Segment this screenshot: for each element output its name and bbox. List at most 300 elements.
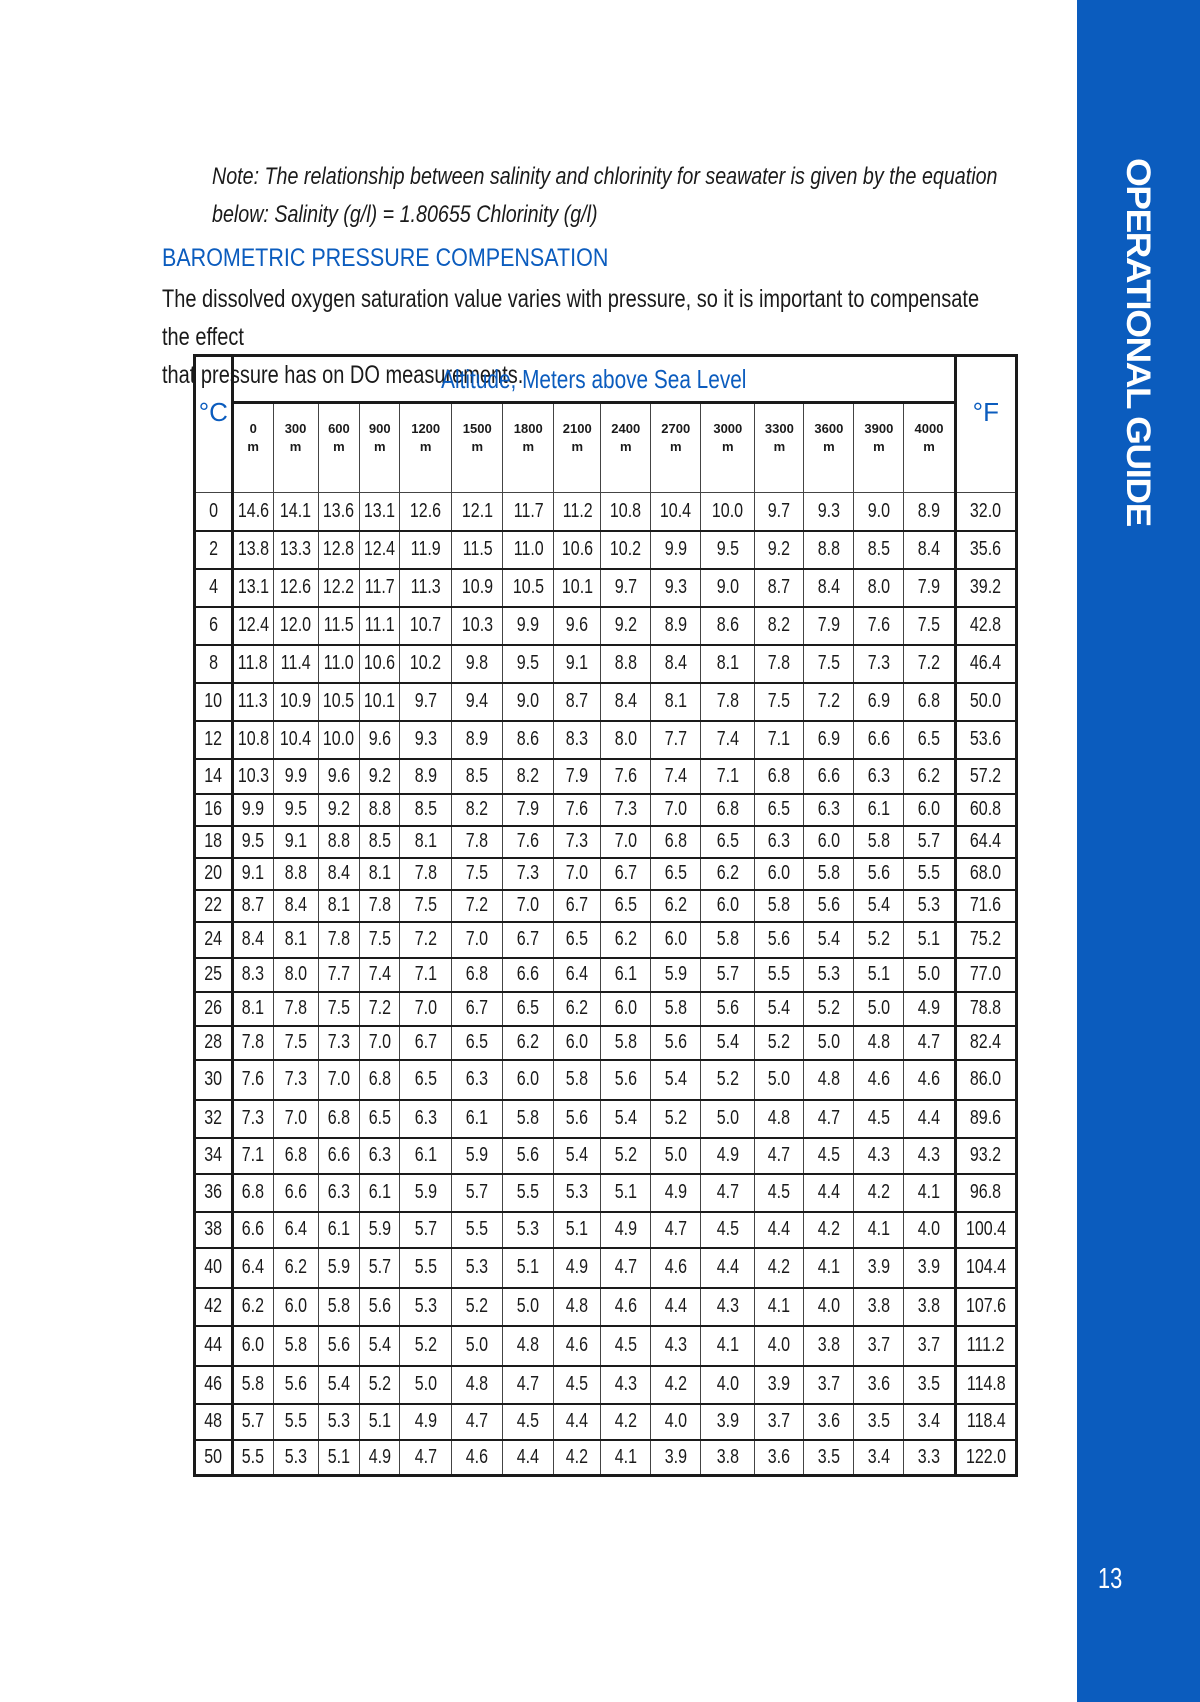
do-value-cell — [601, 890, 651, 922]
do-value-cell — [701, 645, 755, 683]
do-value-cell — [854, 683, 904, 721]
do-value: 4.2 — [867, 1181, 890, 1203]
do-value-cell — [452, 958, 503, 992]
fahrenheit-header — [955, 356, 1016, 493]
do-value-cell — [400, 1404, 452, 1440]
do-value-cell — [554, 794, 601, 826]
do-value: 5.2 — [368, 1373, 391, 1395]
do-value-cell — [804, 569, 854, 607]
do-value-cell — [804, 721, 854, 759]
do-value: 10.1 — [364, 690, 396, 712]
do-value: 6.7 — [614, 862, 637, 884]
do-value: 8.3 — [566, 728, 589, 750]
do-value-cell — [318, 794, 360, 826]
do-value: 3.7 — [917, 1334, 941, 1356]
table-row — [195, 721, 1017, 759]
do-value-cell — [854, 1326, 904, 1366]
do-value: 8.6 — [716, 614, 739, 636]
do-value: 4.7 — [917, 1031, 941, 1053]
do-value-cell — [651, 1326, 701, 1366]
do-value-cell — [554, 1138, 601, 1174]
do-value-cell — [701, 569, 755, 607]
do-value: 12.8 — [323, 538, 355, 560]
do-value: 11.7 — [513, 499, 544, 522]
celsius-value: 14 — [204, 764, 223, 787]
do-value-cell — [854, 958, 904, 992]
do-value: 5.8 — [664, 997, 687, 1019]
do-value-cell — [854, 607, 904, 645]
do-value-cell — [554, 607, 601, 645]
do-value: 13.1 — [237, 576, 269, 598]
do-value: 9.3 — [414, 728, 437, 750]
do-value-cell — [503, 826, 554, 858]
do-value-cell — [854, 922, 904, 958]
do-value: 5.9 — [466, 1144, 489, 1166]
do-value: 6.2 — [566, 997, 589, 1019]
do-value-cell — [854, 721, 904, 759]
do-value-cell — [318, 1212, 360, 1248]
do-value-cell — [601, 1404, 651, 1440]
do-value: 7.2 — [368, 997, 391, 1019]
do-value-cell — [904, 721, 955, 759]
celsius-value: 2 — [208, 538, 218, 560]
do-value-cell — [701, 531, 755, 569]
do-value-cell — [601, 1212, 651, 1248]
do-value: 3.8 — [716, 1445, 739, 1468]
do-value: 6.8 — [327, 1107, 351, 1129]
do-value-cell — [554, 569, 601, 607]
do-value-cell — [601, 1138, 651, 1174]
celsius-value: 22 — [204, 894, 223, 916]
do-value: 7.8 — [327, 928, 351, 950]
do-value-cell — [273, 683, 318, 721]
do-value: 5.3 — [284, 1445, 307, 1468]
do-value-cell — [400, 721, 452, 759]
do-value-cell — [554, 1100, 601, 1138]
do-value-cell — [452, 1026, 503, 1060]
do-value: 5.2 — [867, 928, 890, 950]
do-value: 5.7 — [716, 963, 739, 985]
do-value: 5.8 — [327, 1295, 351, 1317]
do-value-cell — [273, 1174, 318, 1212]
altitude-column-header — [232, 403, 273, 493]
do-value-cell — [854, 826, 904, 858]
do-value: 5.6 — [867, 862, 890, 884]
do-value: 5.2 — [414, 1334, 437, 1356]
table-row — [195, 992, 1017, 1026]
fahrenheit-value: 111.2 — [966, 1334, 1005, 1356]
do-value: 4.7 — [817, 1107, 840, 1129]
do-value: 7.6 — [242, 1068, 265, 1090]
do-value: 8.5 — [368, 830, 391, 852]
do-value: 9.4 — [466, 690, 489, 712]
do-value: 4.6 — [614, 1295, 637, 1317]
do-value: 6.5 — [768, 798, 791, 820]
fahrenheit-cell — [955, 794, 1016, 826]
do-value: 8.5 — [466, 764, 489, 787]
do-value: 4.5 — [768, 1181, 791, 1203]
celsius-value: 26 — [204, 997, 223, 1019]
do-value-cell — [651, 858, 701, 890]
do-value-cell — [601, 721, 651, 759]
do-value: 7.6 — [867, 614, 890, 636]
fahrenheit-cell — [955, 721, 1016, 759]
do-value-cell — [804, 1366, 854, 1404]
section-tab-title: OPERATIONAL GUIDE — [1119, 158, 1158, 526]
do-value: 6.8 — [664, 830, 687, 852]
do-value: 10.2 — [410, 652, 442, 674]
altitude-column-header — [701, 403, 755, 493]
do-value-cell — [273, 922, 318, 958]
do-value-cell — [904, 992, 955, 1026]
do-value: 8.8 — [327, 830, 351, 852]
do-value: 9.3 — [817, 499, 840, 522]
do-value: 7.7 — [664, 728, 687, 750]
do-value-cell — [503, 1366, 554, 1404]
do-value: 5.9 — [664, 963, 687, 985]
do-value: 4.9 — [368, 1445, 391, 1468]
do-value: 8.8 — [284, 862, 307, 884]
do-value-cell — [554, 922, 601, 958]
do-value-cell — [503, 721, 554, 759]
do-value-cell — [318, 890, 360, 922]
celsius-value: 10 — [204, 690, 223, 712]
do-value-cell — [452, 1212, 503, 1248]
altitude-value: 1800 — [513, 421, 543, 436]
do-value: 3.7 — [817, 1373, 840, 1395]
do-value: 5.7 — [466, 1181, 489, 1203]
do-value-cell — [360, 607, 400, 645]
do-value-cell — [400, 1366, 452, 1404]
do-value-cell — [318, 958, 360, 992]
do-value-cell — [651, 607, 701, 645]
do-value-cell — [554, 759, 601, 794]
altitude-unit: m — [522, 439, 535, 454]
do-value-cell — [554, 1404, 601, 1440]
do-value-cell — [651, 1138, 701, 1174]
do-value: 10.8 — [610, 499, 642, 522]
do-value-cell — [601, 683, 651, 721]
table-row — [195, 858, 1017, 890]
celsius-cell — [195, 1060, 233, 1100]
do-value: 4.9 — [716, 1144, 739, 1166]
do-value-cell — [601, 1100, 651, 1138]
do-value: 4.4 — [768, 1218, 791, 1240]
do-value-cell — [755, 721, 804, 759]
do-value-cell — [273, 794, 318, 826]
do-value-cell — [804, 1138, 854, 1174]
do-value-cell — [651, 569, 701, 607]
do-value: 6.5 — [566, 928, 589, 950]
note-line-2: below: Salinity (g/l) = 1.80655 Chlorinity (g/l) — [212, 201, 598, 228]
do-value: 8.4 — [664, 652, 687, 674]
do-saturation-table — [193, 354, 1018, 1477]
fahrenheit-cell — [955, 1026, 1016, 1060]
do-value: 8.2 — [768, 614, 791, 636]
do-value: 5.3 — [517, 1218, 540, 1240]
do-value: 11.9 — [410, 538, 441, 560]
do-value-cell — [273, 1026, 318, 1060]
do-value: 5.6 — [368, 1295, 391, 1317]
altitude-header — [232, 356, 955, 403]
do-value-cell — [400, 1248, 452, 1288]
do-value: 9.6 — [327, 764, 351, 787]
celsius-cell — [195, 759, 233, 794]
do-value: 6.6 — [817, 764, 840, 787]
do-value: 4.0 — [716, 1373, 739, 1395]
do-value-cell — [400, 1174, 452, 1212]
do-value: 7.8 — [768, 652, 791, 674]
do-value: 5.4 — [867, 894, 890, 916]
do-value: 6.8 — [242, 1181, 265, 1203]
do-value-cell — [854, 992, 904, 1026]
do-value-cell — [360, 1288, 400, 1326]
do-value: 7.2 — [817, 690, 840, 712]
do-value-cell — [755, 1100, 804, 1138]
do-value-cell — [854, 1138, 904, 1174]
do-value-cell — [273, 569, 318, 607]
celsius-cell — [195, 922, 233, 958]
do-value: 10.8 — [237, 728, 269, 750]
do-value-cell — [400, 645, 452, 683]
do-value: 4.3 — [867, 1144, 890, 1166]
fahrenheit-value: 104.4 — [965, 1256, 1006, 1278]
fahrenheit-value: 118.4 — [966, 1410, 1006, 1432]
do-value-cell — [651, 794, 701, 826]
fahrenheit-value: 46.4 — [970, 652, 1002, 674]
do-value-cell — [701, 1100, 755, 1138]
do-value-cell — [804, 1440, 854, 1476]
celsius-value: 8 — [208, 652, 218, 674]
do-value: 10.5 — [323, 690, 355, 712]
do-value-cell — [452, 992, 503, 1026]
do-value: 3.9 — [867, 1256, 890, 1278]
do-value: 4.7 — [716, 1181, 739, 1203]
altitude-unit: m — [619, 439, 632, 454]
do-value-cell — [318, 1060, 360, 1100]
do-value-cell — [804, 826, 854, 858]
do-value: 7.7 — [327, 963, 351, 985]
do-value-cell — [452, 1366, 503, 1404]
do-value-cell — [318, 1026, 360, 1060]
do-value: 3.3 — [917, 1445, 941, 1468]
do-value: 6.3 — [768, 830, 791, 852]
do-value: 3.7 — [867, 1334, 890, 1356]
do-value: 9.1 — [284, 830, 307, 852]
do-value: 5.5 — [414, 1256, 437, 1278]
celsius-value: 30 — [204, 1068, 223, 1090]
do-value: 7.5 — [917, 614, 941, 636]
paragraph-line-1: The dissolved oxygen saturation value varies with pressure, so it is important to compensate the effect — [162, 285, 980, 351]
do-value: 9.1 — [242, 862, 265, 884]
do-value: 9.6 — [368, 728, 391, 750]
fahrenheit-cell — [955, 826, 1016, 858]
do-value: 7.4 — [664, 764, 687, 787]
do-value: 6.2 — [917, 764, 941, 787]
do-value-cell — [804, 1100, 854, 1138]
do-value: 10.4 — [279, 728, 312, 750]
do-value: 6.0 — [242, 1334, 265, 1356]
do-value: 9.2 — [368, 764, 391, 787]
do-value-cell — [651, 493, 701, 531]
do-value-cell — [904, 958, 955, 992]
do-value: 8.4 — [917, 538, 941, 560]
do-value: 10.0 — [712, 499, 744, 522]
do-value: 5.7 — [242, 1410, 265, 1432]
do-value: 3.8 — [867, 1295, 890, 1317]
do-value-cell — [854, 1174, 904, 1212]
do-value-cell — [503, 992, 554, 1026]
table-row — [195, 759, 1017, 794]
do-value-cell — [554, 890, 601, 922]
do-value-cell — [452, 1440, 503, 1476]
do-value: 5.2 — [466, 1295, 489, 1317]
do-value-cell — [554, 1026, 601, 1060]
do-value-cell — [273, 958, 318, 992]
do-value: 10.0 — [323, 728, 355, 750]
do-value: 10.3 — [461, 614, 493, 636]
do-value: 3.4 — [867, 1445, 890, 1468]
do-value-cell — [854, 794, 904, 826]
do-value: 9.0 — [867, 499, 890, 522]
celsius-label: °C — [198, 397, 228, 427]
do-value-cell — [232, 858, 273, 890]
do-value-cell — [601, 1440, 651, 1476]
do-value-cell — [273, 826, 318, 858]
altitude-value: 900 — [368, 421, 391, 436]
do-value-cell — [273, 1440, 318, 1476]
altitude-value: 1200 — [411, 421, 441, 436]
do-value: 5.8 — [517, 1107, 540, 1129]
do-value: 4.7 — [466, 1410, 489, 1432]
do-value-cell — [601, 1174, 651, 1212]
do-value-cell — [452, 531, 503, 569]
do-value: 10.2 — [610, 538, 642, 560]
do-value-cell — [318, 1100, 360, 1138]
do-value-cell — [701, 759, 755, 794]
do-value: 5.0 — [716, 1107, 739, 1129]
do-value-cell — [232, 683, 273, 721]
do-value: 4.3 — [917, 1144, 941, 1166]
celsius-cell — [195, 1326, 233, 1366]
celsius-cell — [195, 992, 233, 1026]
do-value-cell — [904, 1248, 955, 1288]
do-value-cell — [601, 1248, 651, 1288]
do-value: 7.9 — [566, 764, 589, 787]
do-value-cell — [804, 922, 854, 958]
altitude-column-header — [854, 403, 904, 493]
celsius-cell — [195, 1212, 233, 1248]
do-value-cell — [904, 922, 955, 958]
do-value: 8.7 — [566, 690, 589, 712]
do-value: 5.4 — [566, 1144, 589, 1166]
do-value-cell — [400, 1288, 452, 1326]
do-value: 8.1 — [327, 894, 351, 916]
do-value-cell — [400, 1026, 452, 1060]
do-value: 9.9 — [242, 798, 265, 820]
celsius-cell — [195, 794, 233, 826]
do-value: 3.6 — [768, 1445, 791, 1468]
do-value-cell — [601, 826, 651, 858]
do-value: 4.4 — [566, 1410, 589, 1432]
altitude-column-header — [554, 403, 601, 493]
celsius-value: 42 — [204, 1295, 223, 1317]
table-row — [195, 1326, 1017, 1366]
do-value-cell — [232, 607, 273, 645]
celsius-value: 46 — [204, 1373, 223, 1395]
do-value-cell — [360, 992, 400, 1026]
do-value-cell — [601, 794, 651, 826]
celsius-cell — [195, 890, 233, 922]
do-value-cell — [452, 858, 503, 890]
do-value: 6.0 — [768, 862, 791, 884]
do-value-cell — [400, 922, 452, 958]
celsius-cell — [195, 826, 233, 858]
do-value-cell — [701, 493, 755, 531]
celsius-value: 50 — [204, 1445, 223, 1468]
altitude-column-header — [755, 403, 804, 493]
table-row — [195, 794, 1017, 826]
do-value-cell — [701, 1288, 755, 1326]
fahrenheit-value: 86.0 — [970, 1068, 1002, 1090]
do-value: 5.0 — [768, 1068, 791, 1090]
do-value: 8.2 — [466, 798, 489, 820]
do-value: 6.2 — [517, 1031, 540, 1053]
do-value-cell — [400, 826, 452, 858]
do-value-cell — [318, 858, 360, 890]
do-value: 4.1 — [867, 1218, 890, 1240]
do-value: 6.5 — [414, 1068, 437, 1090]
do-value-cell — [232, 493, 273, 531]
do-value: 5.5 — [768, 963, 791, 985]
altitude-unit: m — [823, 439, 835, 454]
do-value-cell — [804, 607, 854, 645]
altitude-column-header — [651, 403, 701, 493]
do-value-cell — [904, 826, 955, 858]
do-value: 6.3 — [466, 1068, 489, 1090]
do-value: 9.5 — [517, 652, 540, 674]
do-value: 6.5 — [517, 997, 540, 1019]
do-value: 7.0 — [466, 928, 489, 950]
do-value: 6.1 — [327, 1218, 351, 1240]
do-value: 12.4 — [364, 538, 396, 560]
do-value: 8.9 — [664, 614, 687, 636]
do-value-cell — [904, 858, 955, 890]
do-value: 7.8 — [242, 1031, 265, 1053]
do-value-cell — [503, 1138, 554, 1174]
do-value: 5.2 — [614, 1144, 637, 1166]
altitude-column-header — [360, 403, 400, 493]
do-value-cell — [554, 531, 601, 569]
do-value-cell — [755, 683, 804, 721]
do-value: 8.4 — [327, 862, 351, 884]
do-value: 6.8 — [917, 690, 941, 712]
do-value: 11.5 — [462, 538, 493, 560]
do-value-cell — [804, 992, 854, 1026]
do-value-cell — [554, 1440, 601, 1476]
do-value: 11.0 — [323, 652, 354, 674]
do-value-cell — [452, 1060, 503, 1100]
do-value: 9.9 — [664, 538, 687, 560]
do-value-cell — [804, 1174, 854, 1212]
fahrenheit-value: 78.8 — [970, 997, 1002, 1019]
do-value-cell — [651, 1174, 701, 1212]
do-value-cell — [755, 1440, 804, 1476]
do-value: 6.2 — [664, 894, 687, 916]
do-value: 4.1 — [614, 1445, 637, 1468]
do-value-cell — [232, 1174, 273, 1212]
do-value-cell — [904, 1440, 955, 1476]
